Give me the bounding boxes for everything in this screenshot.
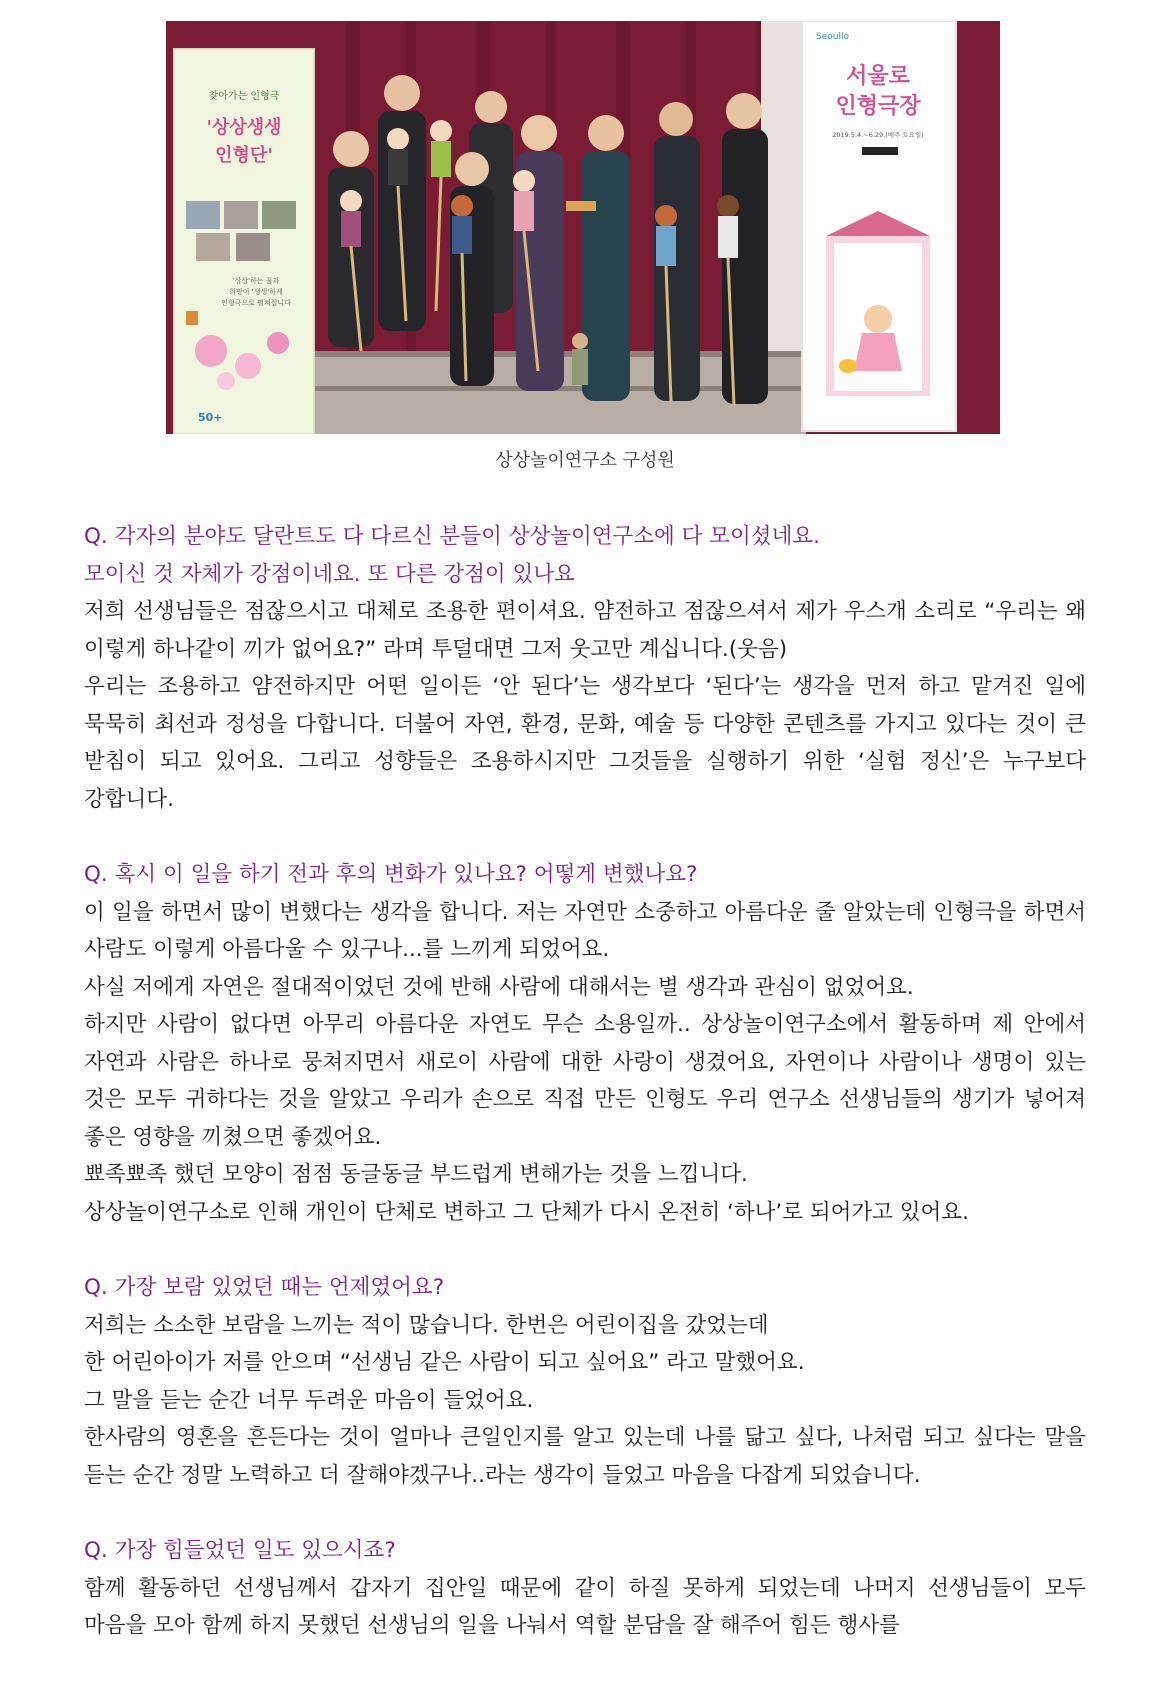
left-banner-tagline-3: 인형극으로 펼쳐집니다: [221, 299, 291, 307]
question-line: Q. 혹시 이 일을 하기 전과 후의 변화가 있나요? 어떻게 변했나요?: [84, 862, 698, 887]
answer-paragraph: 그 말을 듣는 순간 너무 두려운 마음이 들었어요.: [84, 1387, 534, 1413]
left-banner-tagline-2: 희망이 '생생'하게: [229, 288, 283, 296]
qa-section-rewarding: [84, 1269, 1086, 1494]
left-banner-title-2: 인형단': [215, 145, 273, 166]
answer-paragraph: 이 일을 하면서 많이 변했다는 생각을 합니다. 저는 자연만 소중하고 아름다운 줄 알았는데 인형극을 하면서 사람도 이렇게 아름다울 수 있구나...를 느끼게 되었어요.: [84, 899, 1086, 962]
question-line: Q. 가장 힘들었던 일도 있으시죠?: [84, 1538, 396, 1563]
answer-paragraph: 함께 활동하던 선생님께서 갑자기 집안일 때문에 같이 하질 못하게 되었는데 나머지 선생님들이 모두 마음을 모아 함께 하지 못했던 선생님의 일을 나눠서 역할 분담을 잘 해주어 힘든 행사를: [84, 1575, 1086, 1638]
left-banner-tagline-1: '상상'하는 꿈과: [232, 277, 280, 285]
right-banner: [802, 21, 956, 431]
qa-section-changes: [84, 856, 1086, 1231]
photo-caption: 상상놀이연구소 구성원: [495, 450, 675, 471]
left-banner-title-1: '상상생생: [206, 117, 282, 138]
left-banner-subtitle: 찾아가는 인형극: [208, 91, 280, 102]
question-line: 모이신 것 자체가 강점이네요. 또 다른 강점이 있나요: [84, 561, 575, 587]
right-banner-title-2: 인형극장: [835, 94, 921, 119]
group-photo: [166, 21, 1000, 434]
answer-paragraph: 저희 선생님들은 점잖으시고 대체로 조용한 편이셔요. 얌전하고 점잖으셔서 제가 우스개 소리로 “우리는 왜 이렇게 하나같이 끼가 없어요?” 라며 투덜대면 그저 웃고만 계십니다.(웃음): [84, 599, 1086, 662]
answer-paragraph: 한사람의 영혼을 흔든다는 것이 얼마나 큰일인지를 알고 있는데 나를 닮고 싶다, 나처럼 되고 싶다는 말을 듣는 순간 정말 노력하고 더 잘해야겠구나..라는 생각이 들었고 마음을 다잡게 되었습니다.: [84, 1425, 1086, 1488]
fifty-plus-logo: 50+: [198, 411, 223, 424]
qa-section-strengths: [84, 518, 1086, 818]
question-line: Q. 각자의 분야도 달란트도 다 다르신 분들이 상상놀이연구소에 다 모이셨네요.: [84, 524, 820, 549]
answer-paragraph: 하지만 사람이 없다면 아무리 아름다운 자연도 무슨 소용일까.. 상상놀이연구소에서 활동하며 제 안에서 자연과 사람은 하나로 뭉쳐지면서 새로이 사람에 대한 사랑이 생겼어요, 자연이나 사람이나 생명이 있는 것은 모두 귀하다는 것을 알았고 우리가 손으로 직접 만든 인형도 우리 연구소 선생님들의 생기가 넣어져 좋은 영향을 끼쳤으면 좋겠어요.: [84, 1012, 1086, 1150]
answer-paragraph: 한 어린아이가 저를 안으며 “선생님 같은 사람이 되고 싶어요” 라고 말했어요.: [84, 1350, 805, 1375]
answer-paragraph: 저희는 소소한 보람을 느끼는 적이 많습니다. 한번은 어린이집을 갔었는데: [84, 1312, 769, 1338]
right-banner-brand: Seoullo: [816, 32, 849, 42]
answer-paragraph: 상상놀이연구소로 인해 개인이 단체로 변하고 그 단체가 다시 온전히 ‘하나’로 되어가고 있어요.: [84, 1199, 969, 1225]
question-line: Q. 가장 보람 있었던 때는 언제였어요?: [84, 1275, 445, 1300]
qa-section-hardest: [84, 1532, 1086, 1645]
left-banner: [174, 49, 314, 434]
answer-paragraph: 뾰족뾰족 했던 모양이 점점 동글동글 부드럽게 변해가는 것을 느낍니다.: [84, 1162, 748, 1187]
group-photo-illustration: [166, 21, 1000, 434]
article-body: [84, 518, 1086, 1683]
right-banner-dates: 2019.5.4.~6.29.(매주 토요일): [832, 131, 924, 139]
answer-paragraph: 사실 저에게 자연은 절대적이었던 것에 반해 사람에 대해서는 별 생각과 관심이 없었어요.: [84, 974, 914, 1000]
right-banner-title-1: 서울로: [846, 64, 910, 89]
answer-paragraph: 우리는 조용하고 얌전하지만 어떤 일이든 ‘안 된다’는 생각보다 ‘된다’는 생각을 먼저 하고 맡겨진 일에 묵묵히 최선과 정성을 다합니다. 더불어 자연, 환경, 문화, 예술 등 다양한 콘텐츠를 가지고 있다는 것이 큰 받침이 되고 있어요. 그리고 성향들은 조용하시지만 그것들을 실행하기 위한 ‘실험 정신’은 누구보다 강합니다.: [84, 674, 1086, 812]
